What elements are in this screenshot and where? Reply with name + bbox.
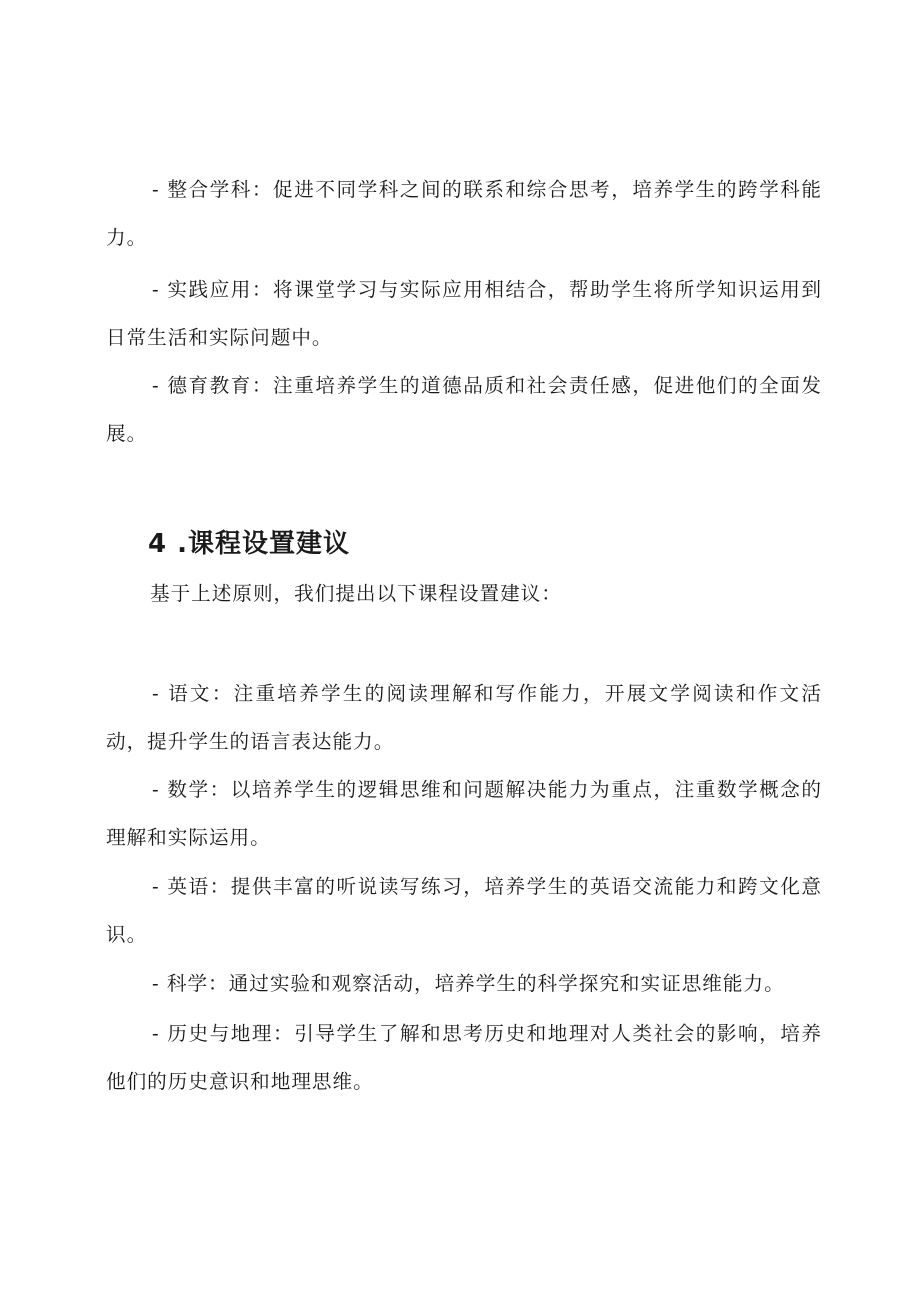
list-item-history-geography: - 历史与地理：引导学生了解和思考历史和地理对人类社会的影响，培养他们的历史意识和地理思维。 bbox=[106, 1022, 822, 1093]
section-intro: 基于上述原则，我们提出以下课程设置建议： bbox=[150, 582, 562, 605]
list-item-english: - 英语：提供丰富的听说读写练习，培养学生的英语交流能力和跨文化意识。 bbox=[106, 875, 822, 946]
list-item-chinese: - 语文：注重培养学生的阅读理解和写作能力，开展文学阅读和作文活动，提升学生的语言表达能力。 bbox=[106, 682, 822, 753]
section-heading: 4 .课程设置建议 bbox=[148, 529, 351, 559]
list-item-science: - 科学：通过实验和观察活动，培养学生的科学探究和实证思维能力。 bbox=[152, 972, 785, 995]
list-item-math: - 数学：以培养学生的逻辑思维和问题解决能力为重点，注重数学概念的理解和实际运用。 bbox=[106, 778, 822, 849]
list-item-practical-application: - 实践应用：将课堂学习与实际应用相结合，帮助学生将所学知识运用到日常生活和实际问题中。 bbox=[106, 278, 822, 349]
list-item-moral-education: - 德育教育：注重培养学生的道德品质和社会责任感，促进他们的全面发展。 bbox=[106, 374, 822, 445]
list-item-integrate-subjects: - 整合学科：促进不同学科之间的联系和综合思考，培养学生的跨学科能力。 bbox=[106, 178, 822, 249]
